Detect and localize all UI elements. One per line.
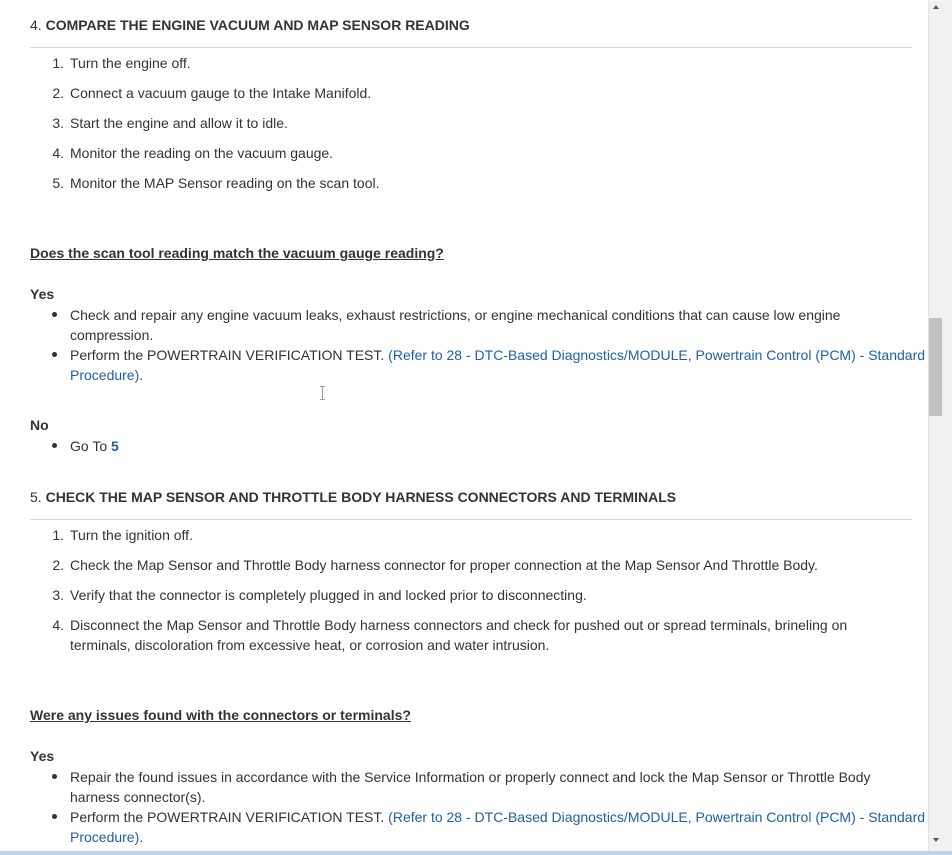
chevron-up-icon <box>933 5 939 9</box>
list-number: 5. <box>52 175 64 191</box>
list-item: Connect a vacuum gauge to the Intake Manifold. <box>70 85 372 101</box>
list-item: Repair the found issues in accordance with the Service Information or properly connect and lock the Map Sensor or Throttle Body <box>70 769 871 785</box>
heading-divider <box>30 519 912 520</box>
bottom-border <box>0 851 952 855</box>
diagnostic-question: Were any issues found with the connectors or terminals? <box>30 707 411 723</box>
list-item: Disconnect the Map Sensor and Throttle Body harness connectors and check for pushed out or spread terminals, brineling on <box>70 617 848 633</box>
list-item: Check the Map Sensor and Throttle Body harness connector for proper connection at the Map Sensor And Throttle Body. <box>70 557 818 573</box>
list-item: compression. <box>70 327 154 343</box>
bullet-dot <box>52 814 57 819</box>
list-number: 4. <box>52 617 64 633</box>
bullet-dot <box>52 774 57 779</box>
step-number: 4. <box>30 17 42 33</box>
bullet-dot <box>52 352 57 357</box>
list-number: 3. <box>52 587 64 603</box>
list-item: Go To 5 <box>70 438 119 454</box>
list-item: Turn the ignition off. <box>70 527 193 543</box>
list-item: terminals, discoloration from excessive heat, or corrosion and water intrusion. <box>70 637 550 653</box>
list-number: 2. <box>52 85 64 101</box>
answer-yes-label: Yes <box>30 748 55 764</box>
answer-yes-label: Yes <box>30 286 55 302</box>
vertical-scrollbar[interactable] <box>928 0 952 851</box>
bullet-dot <box>52 443 57 448</box>
chevron-down-icon <box>933 838 939 842</box>
procedure-reference-link[interactable]: (Refer to 28 - DTC-Based Diagnostics/MODULE, Powertrain Control (PCM) - Standard <box>388 347 926 363</box>
list-item: Check and repair any engine vacuum leaks, exhaust restrictions, or engine mechanical conditions that can cause low engine <box>70 307 841 323</box>
heading-divider <box>30 47 912 48</box>
list-item: Perform the POWERTRAIN VERIFICATION TEST. (Refer to 28 - DTC-Based Diagnostics/MODULE, Powertrain Control (PCM) - Standard <box>70 347 926 363</box>
list-item: Monitor the MAP Sensor reading on the scan tool. <box>70 175 380 191</box>
text-cursor-icon <box>322 386 323 400</box>
diagnostic-question: Does the scan tool reading match the vacuum gauge reading? <box>30 245 444 261</box>
step-title: CHECK THE MAP SENSOR AND THROTTLE BODY HARNESS CONNECTORS AND TERMINALS <box>45 489 677 505</box>
procedure-reference-link[interactable]: Procedure) <box>70 367 140 383</box>
list-number: 1. <box>52 55 64 71</box>
step-5-heading <box>30 487 676 507</box>
step-number: 5. <box>30 489 42 505</box>
list-number: 3. <box>52 115 64 131</box>
scrollbar-thumb[interactable] <box>929 318 942 416</box>
list-item: Procedure). <box>70 367 144 383</box>
list-number: 4. <box>52 145 64 161</box>
step-4-heading <box>30 15 470 35</box>
procedure-reference-link[interactable]: Procedure) <box>70 829 140 845</box>
list-item: Start the engine and allow it to idle. <box>70 115 288 131</box>
list-item: Monitor the reading on the vacuum gauge. <box>70 145 334 161</box>
step-title: COMPARE THE ENGINE VACUUM AND MAP SENSOR READING <box>45 17 470 33</box>
list-item: Procedure). <box>70 829 144 845</box>
bullet-dot <box>52 312 57 317</box>
list-number: 2. <box>52 557 64 573</box>
procedure-reference-link[interactable]: (Refer to 28 - DTC-Based Diagnostics/MODULE, Powertrain Control (PCM) - Standard <box>388 809 926 825</box>
list-item: Perform the POWERTRAIN VERIFICATION TEST. (Refer to 28 - DTC-Based Diagnostics/MODULE, Powertrain Control (PCM) - Standard <box>70 809 926 825</box>
answer-no-label: No <box>30 417 49 433</box>
list-item: harness connector(s). <box>70 789 206 805</box>
goto-step-link[interactable]: 5 <box>111 438 119 454</box>
list-number: 1. <box>52 527 64 543</box>
list-item: Turn the engine off. <box>70 55 191 71</box>
list-item: Verify that the connector is completely plugged in and locked prior to disconnecting. <box>70 587 587 603</box>
